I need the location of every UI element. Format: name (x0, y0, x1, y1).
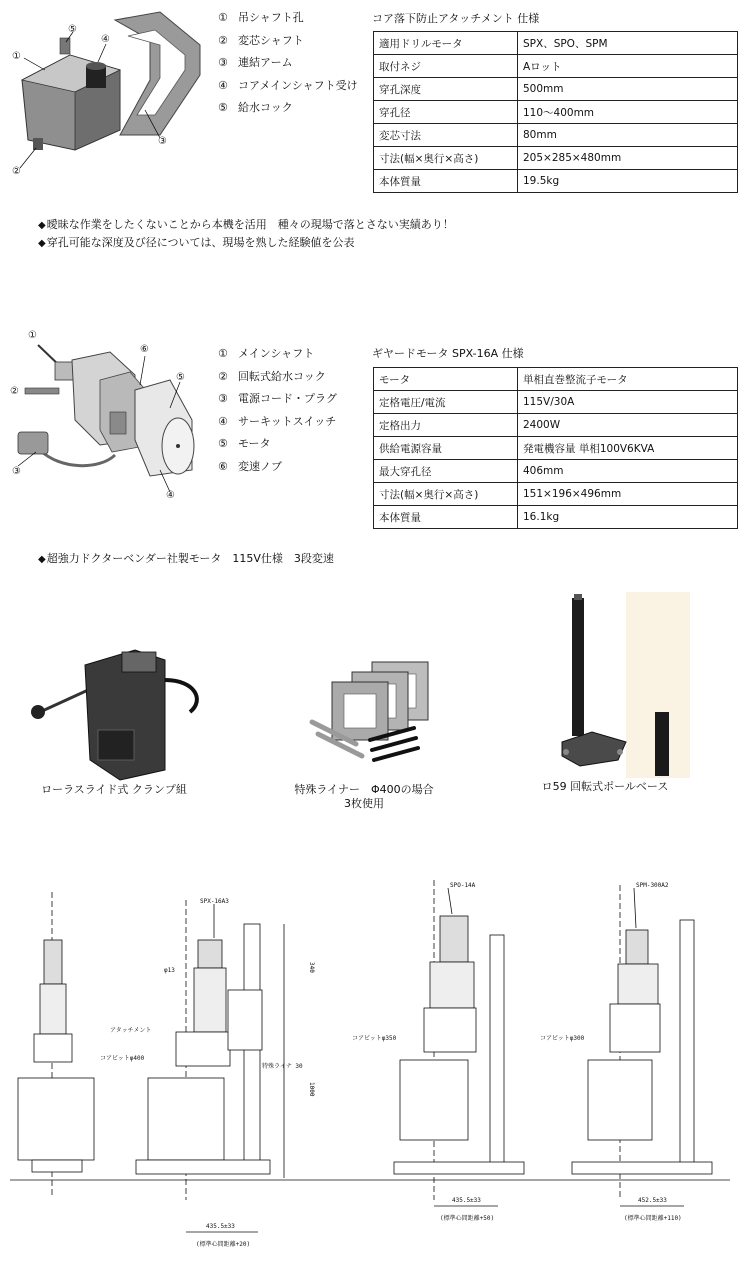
callout-6: ⑥ (140, 344, 149, 355)
pole-base-caption: ロ59 回転式ポールベース (541, 780, 669, 793)
label-spx: SPX-16A3 (200, 898, 229, 905)
table-row: 穿孔深度 500mm (374, 78, 738, 101)
attachment-spec-title: コア落下防止アタッチメント 仕様 (372, 12, 540, 25)
table-row: 最大穿孔径 406mm (374, 460, 738, 483)
table-row: 定格電圧/電流 115V/30A (374, 391, 738, 414)
label-attachment: アタッチメント (110, 1027, 152, 1034)
table-row: 寸法(幅×奥行×高さ) 205×285×480mm (374, 147, 738, 170)
legend-item: ⑤ 給水コック (218, 101, 293, 114)
table-row: 穿孔径 110～400mm (374, 101, 738, 124)
legend-item: ④ サーキットスイッチ (218, 414, 337, 428)
motor-spec-title: ギヤードモータ SPX-16A 仕様 (372, 347, 524, 360)
legend-item: ⑥ 変速ノブ (218, 459, 282, 473)
label-corebit-400: コアビットφ400 (100, 1055, 145, 1062)
callout-2: ② (12, 166, 21, 177)
table-row: 本体質量 16.1kg (374, 506, 738, 529)
callout-5: ⑤ (176, 372, 185, 383)
label-spo: SPO-14A (450, 882, 476, 889)
callout-4: ④ (101, 34, 110, 45)
legend-item: ⑤ モータ (218, 437, 271, 450)
label-spm: SPM-300A2 (636, 882, 669, 889)
table-row: 適用ドリルモータ SPX、SPO、SPM (374, 32, 738, 55)
label-dim-c-note: (標準心間距離+110) (624, 1215, 682, 1222)
legend-item: ③ 電源コード・プラグ (218, 392, 337, 405)
label-corebit-350: コアビットφ350 (352, 1035, 397, 1042)
label-dim-a-note: (標準心間距離+20) (196, 1241, 251, 1248)
attachment-note-2: ◆穿孔可能な深度及び径については、現場を熟した経験値を公表 (38, 236, 355, 249)
callout-1: ① (12, 51, 21, 62)
table-row: モータ 単相直巻整流子モータ (374, 368, 738, 391)
callout-2: ② (10, 386, 19, 397)
callout-3: ③ (12, 466, 21, 477)
label-dim-c: 452.5±33 (638, 1197, 667, 1204)
label-phi13: φ13 (164, 967, 175, 974)
label-corebit-300: コアビットφ300 (540, 1035, 585, 1042)
table-row: 変芯寸法 80mm (374, 124, 738, 147)
legend-item: ① 吊シャフト孔 (218, 11, 304, 24)
label-dim-a: 435.5±33 (206, 1223, 235, 1230)
clamp-caption: ローラスライド式 クランプ組 (41, 783, 187, 796)
legend-item: ④ コアメインシャフト受け (218, 78, 358, 92)
motor-note: ◆超強力ドクターベンダー社製モータ 115V仕様 3段変速 (38, 552, 334, 565)
legend-item: ② 変芯シャフト (218, 33, 304, 47)
table-row: 定格出力 2400W (374, 414, 738, 437)
legend-item: ② 回転式給水コック (218, 369, 326, 383)
label-dim-340: 340 (308, 962, 315, 973)
table-row: 寸法(幅×奥行×高さ) 151×196×496mm (374, 483, 738, 506)
legend-item: ③ 連結アーム (218, 56, 293, 69)
table-row: 取付ネジ Aロット (374, 55, 738, 78)
label-liner: 特殊ライナ 30 (262, 1063, 303, 1070)
table-row: 供給電源容量 発電機容量 単相100V6KVA (374, 437, 738, 460)
label-dim-b-note: (標準心間距離+50) (440, 1215, 495, 1222)
callout-3: ③ (158, 136, 167, 147)
table-row: 本体質量 19.5kg (374, 170, 738, 193)
label-dim-b: 435.5±33 (452, 1197, 481, 1204)
label-dim-1000: 1000 (308, 1082, 315, 1097)
callout-1: ① (28, 330, 37, 341)
attachment-note-1: ◆曖昧な作業をしたくないことから本機を活用 種々の現場で落とさない実績あり！ (38, 218, 454, 231)
callout-4: ④ (166, 490, 175, 501)
callout-5: ⑤ (68, 24, 77, 35)
liner-caption: 特殊ライナー Φ400の場合 3枚使用 (294, 783, 434, 810)
legend-item: ① メインシャフト (218, 347, 315, 360)
